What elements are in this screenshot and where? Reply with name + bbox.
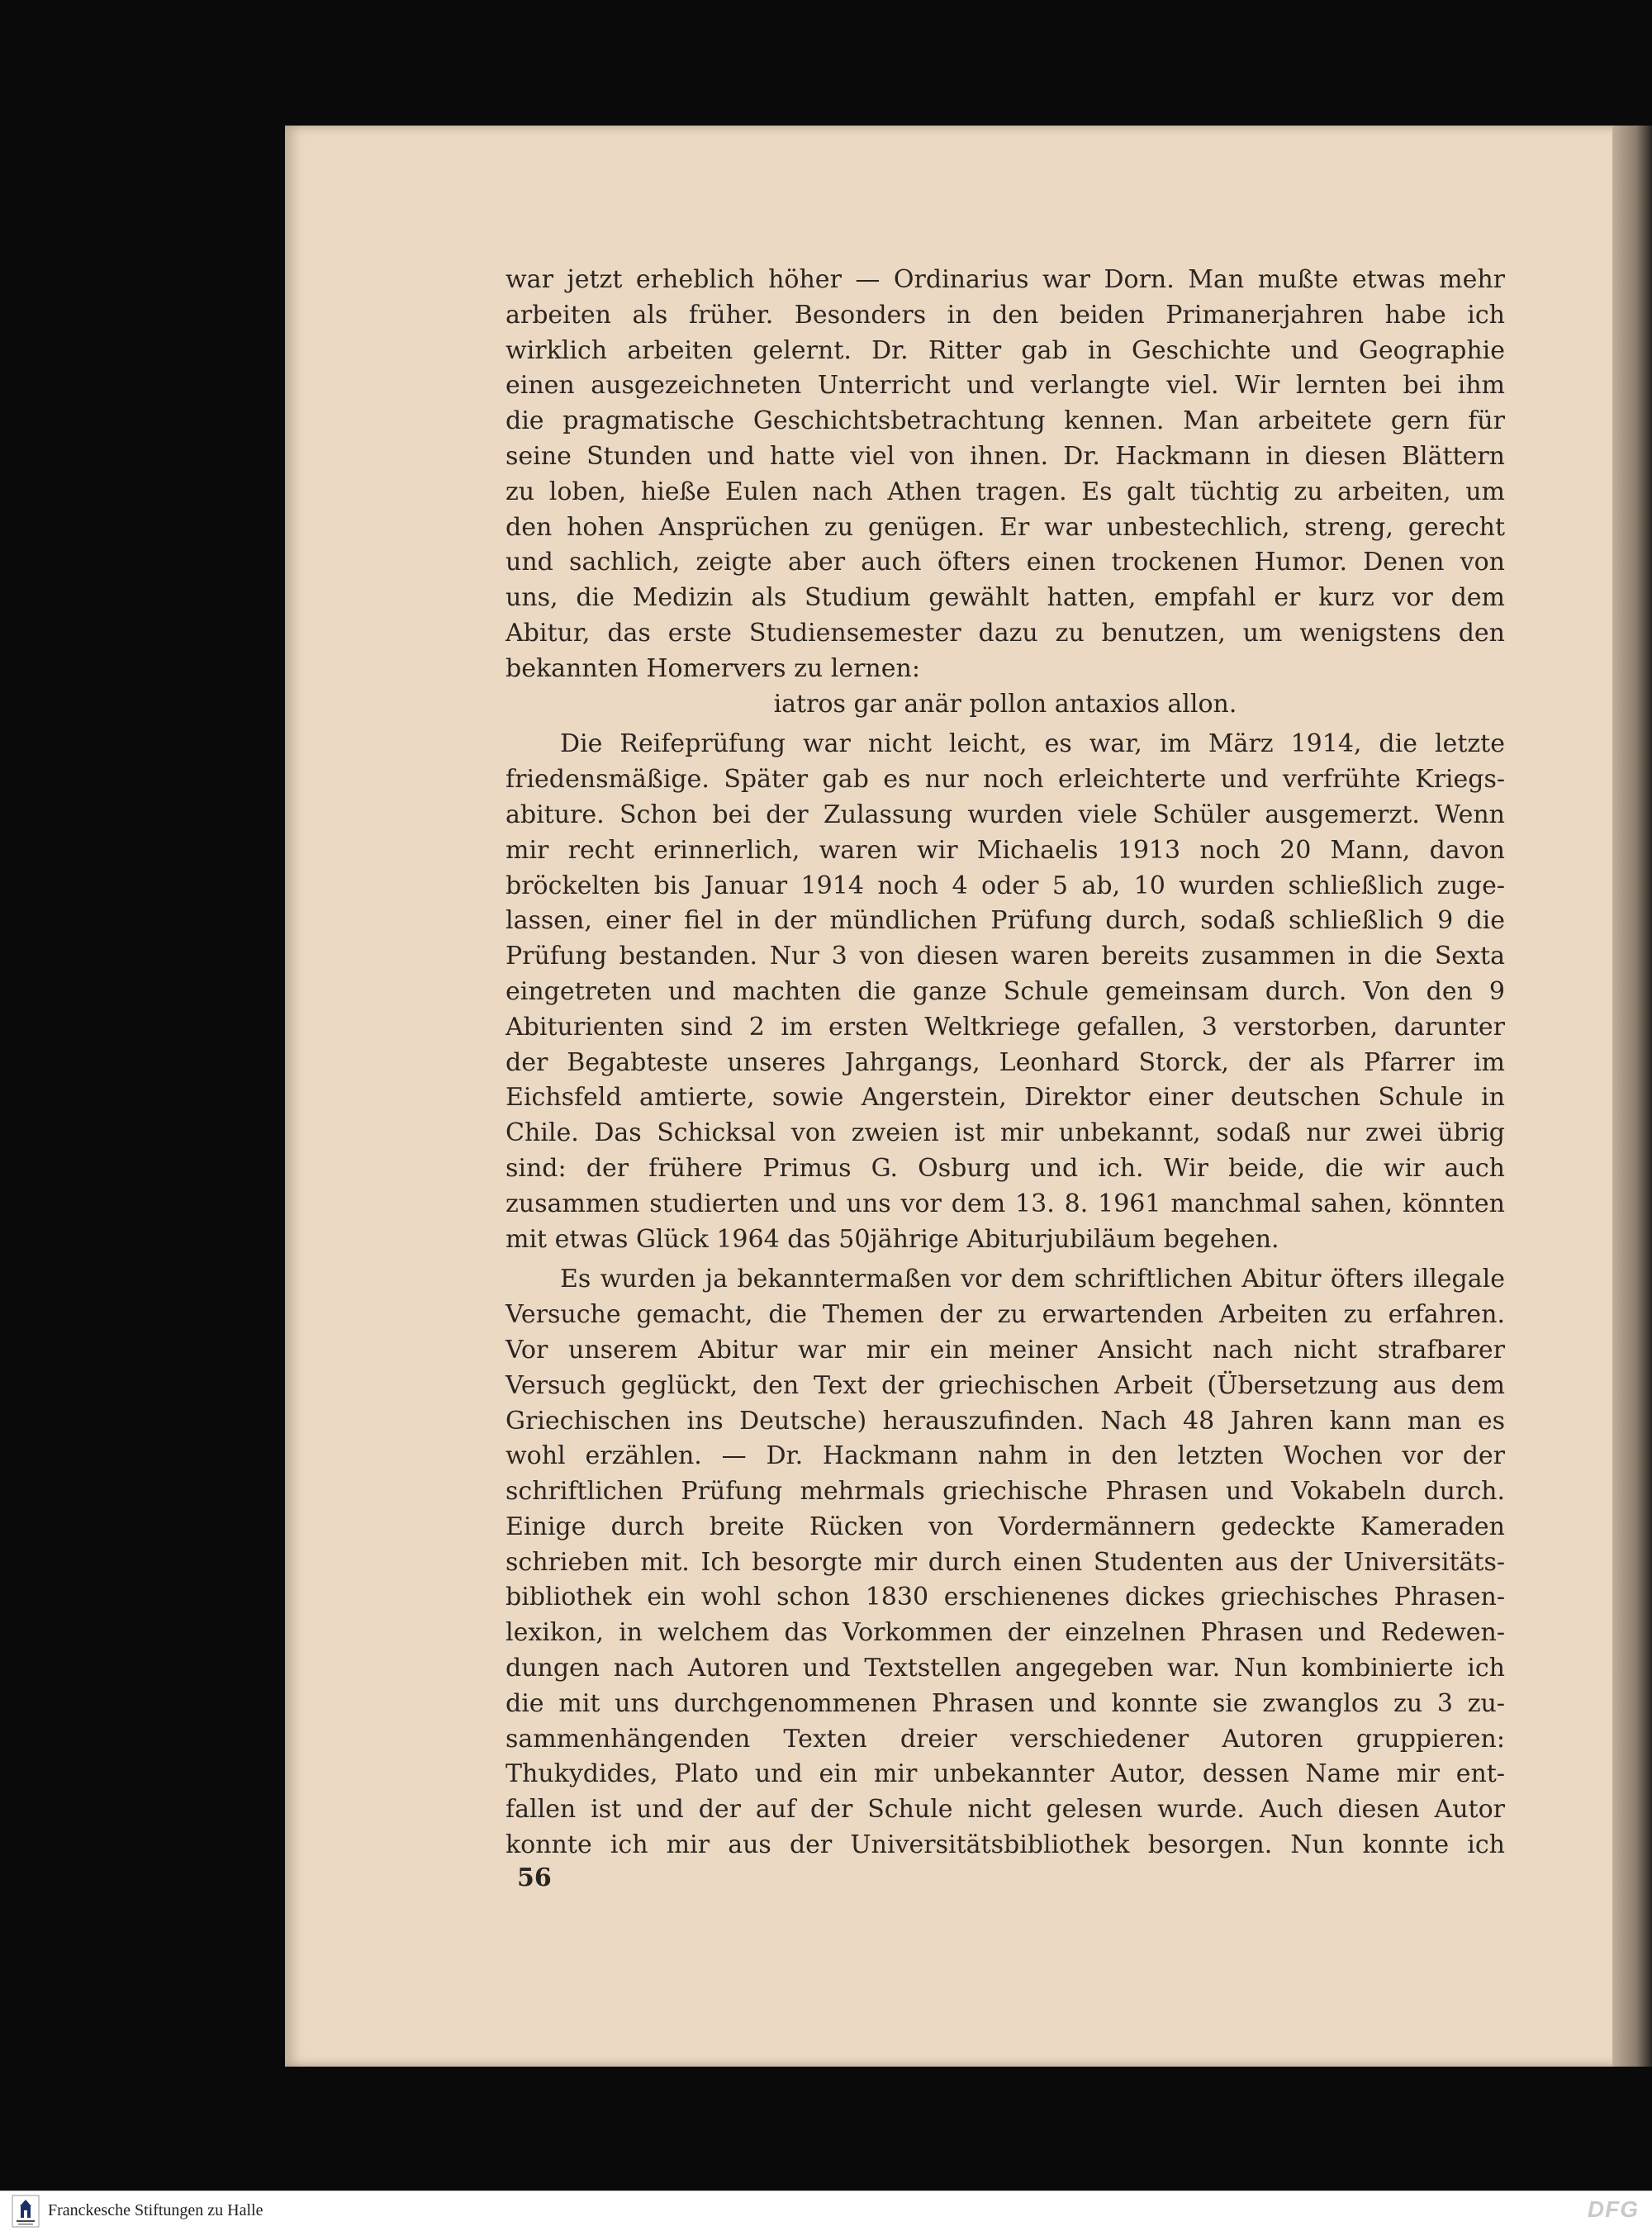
text-line: mit etwas Glück 1964 das 50jährige Abiturjubiläum begehen.	[506, 1224, 1279, 1254]
text-line: der Begabteste unseres Jahrgangs, Leonhard Storck, der als Pfarrer im	[506, 1047, 1505, 1077]
text-line: Die Reifeprüfung war nicht leicht, es war, im März 1914, die letzte	[560, 729, 1505, 759]
text-line: eingetreten und machten die ganze Schule gemeinsam durch. Von den 9	[506, 976, 1505, 1006]
dfg-badge: DFG	[1587, 2196, 1639, 2222]
paragraph-3	[506, 1262, 1505, 1863]
text-line: zusammen studierten und uns vor dem 13. 8. 1961 manchmal sahen, könnten	[506, 1189, 1505, 1218]
text-line: die mit uns durchgenommenen Phrasen und konnte sie zwanglos zu 3 zu-	[506, 1688, 1505, 1718]
text-line: abiture. Schon bei der Zulassung wurden viele Schüler ausgemerzt. Wenn	[506, 800, 1505, 829]
text-line: Abitur, das erste Studiensemester dazu zu benutzen, um wenigstens den	[506, 618, 1505, 648]
text-line: lassen, einer fiel in der mündlichen Prüfung durch, sodaß schließlich 9 die	[506, 906, 1505, 936]
text-line: war jetzt erheblich höher — Ordinarius war Dorn. Man mußte etwas mehr	[506, 265, 1505, 294]
francke-foundation-logo-icon	[12, 2195, 40, 2228]
text-line: fallen ist und der auf der Schule nicht gelesen wurde. Auch diesen Autor	[506, 1795, 1505, 1825]
text-line: friedensmäßige. Später gab es nur noch erleichterte und verfrühte Kriegs-	[506, 765, 1505, 795]
text-line: lexikon, in welchem das Vorkommen der einzelnen Phrasen und Redewen-	[506, 1618, 1505, 1648]
text-line: Einige durch breite Rücken von Vordermännern gedeckte Kameraden	[506, 1512, 1505, 1541]
viewer-footer	[0, 2191, 1652, 2231]
text-line: die pragmatische Geschichtsbetrachtung kennen. Man arbeitete gern für	[506, 406, 1505, 436]
text-line: wirklich arbeiten gelernt. Dr. Ritter gab in Geschichte und Geographie	[506, 335, 1505, 365]
text-line: sammenhängenden Texten dreier verschiedener Autoren gruppieren:	[506, 1724, 1505, 1754]
text-line: arbeiten als früher. Besonders in den beiden Primanerjahren habe ich	[506, 300, 1505, 330]
text-line: bibliothek ein wohl schon 1830 erschienenes dickes griechisches Phrasen-	[506, 1583, 1505, 1612]
text-line: Versuch geglückt, den Text der griechischen Arbeit (Übersetzung aus dem	[506, 1370, 1505, 1400]
text-line: Eichsfeld amtierte, sowie Angerstein, Direktor einer deutschen Schule in	[506, 1083, 1505, 1113]
text-line: konnte ich mir aus der Universitätsbibliothek besorgen. Nun konnte ich	[506, 1830, 1505, 1860]
paragraph-1	[506, 263, 1505, 722]
text-line: Versuche gemacht, die Themen der zu erwartenden Arbeiten zu erfahren.	[506, 1300, 1505, 1330]
greek-quote-line: iatros gar anär pollon antaxios allon.	[773, 689, 1237, 719]
page-edge	[1612, 126, 1652, 2067]
text-line: den hohen Ansprüchen zu genügen. Er war unbestechlich, streng, gerecht	[506, 512, 1505, 542]
text-line: Prüfung bestanden. Nur 3 von diesen waren bereits zusammen in die Sexta	[506, 942, 1505, 971]
text-line: Vor unserem Abitur war mir ein meiner Ansicht nach nicht strafbarer	[506, 1335, 1505, 1365]
text-line: Es wurden ja bekanntermaßen vor dem schriftlichen Abitur öfters illegale	[560, 1265, 1505, 1294]
institution-label[interactable]: Franckesche Stiftungen zu Halle	[48, 2201, 263, 2219]
text-line: uns, die Medizin als Studium gewählt hatten, empfahl er kurz vor dem	[506, 583, 1505, 613]
text-line: bröckelten bis Januar 1914 noch 4 oder 5 ab, 10 wurden schließlich zuge-	[506, 871, 1505, 900]
text-line: seine Stunden und hatte viel von ihnen. Dr. Hackmann in diesen Blättern	[506, 441, 1505, 471]
text-line: zu loben, hieße Eulen nach Athen tragen. Es galt tüchtig zu arbeiten, um	[506, 477, 1505, 506]
text-line: bekannten Homervers zu lernen:	[506, 653, 920, 683]
text-line: einen ausgezeichneten Unterricht und verlangte viel. Wir lernten bei ihm	[506, 371, 1505, 401]
page-number: 56	[517, 1863, 552, 1892]
text-line: sind: der frühere Primus G. Osburg und ich. Wir beide, die wir auch	[506, 1153, 1505, 1183]
text-line: schriftlichen Prüfung mehrmals griechische Phrasen und Vokabeln durch.	[506, 1477, 1505, 1507]
page-text	[506, 263, 1505, 1863]
text-line: wohl erzählen. — Dr. Hackmann nahm in den letzten Wochen vor der	[506, 1441, 1505, 1471]
text-line: und sachlich, zeigte aber auch öfters einen trockenen Humor. Denen von	[506, 548, 1505, 577]
text-line: Chile. Das Schicksal von zweien ist mir unbekannt, sodaß nur zwei übrig	[506, 1118, 1505, 1148]
text-line: Thukydides, Plato und ein mir unbekannter Autor, dessen Name mir ent-	[506, 1759, 1505, 1789]
text-line: Abiturienten sind 2 im ersten Weltkriege gefallen, 3 verstorben, darunter	[506, 1012, 1505, 1042]
text-line: Griechischen ins Deutsche) herauszufinden. Nach 48 Jahren kann man es	[506, 1406, 1505, 1436]
paragraph-2	[506, 727, 1505, 1257]
text-line: schrieben mit. Ich besorgte mir durch einen Studenten aus der Universitäts-	[506, 1547, 1505, 1577]
text-line: mir recht erinnerlich, waren wir Michaelis 1913 noch 20 Mann, davon	[506, 835, 1505, 865]
text-line: dungen nach Autoren und Textstellen angegeben war. Nun kombinierte ich	[506, 1654, 1505, 1683]
